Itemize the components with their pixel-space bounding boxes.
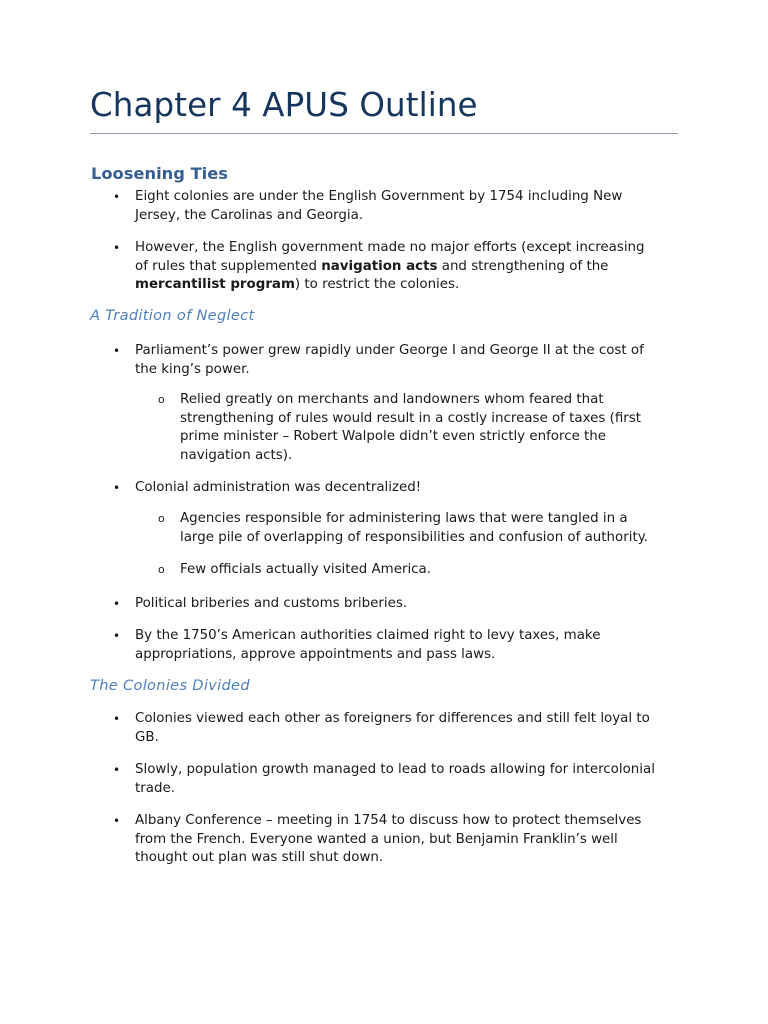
text-line: strengthening of rules would result in a costly increase of taxes (first — [180, 410, 641, 426]
heading-tradition-of-neglect: A Tradition of Neglect — [90, 307, 255, 324]
text-line: thought out plan was still shut down. — [135, 850, 384, 866]
term-mercantilist-program: mercantilist program — [135, 277, 295, 293]
document-title: Chapter 4 APUS Outline — [90, 86, 478, 124]
bullet-circle: o — [158, 563, 165, 576]
list-item — [113, 188, 680, 225]
bullet-disc: • — [113, 814, 121, 828]
sub-list-item — [158, 510, 680, 547]
text-line: Slowly, population growth managed to lead to roads allowing for intercolonial — [135, 762, 655, 777]
bullet-circle: o — [158, 512, 165, 525]
text-line: from the French. Everyone wanted a union, but Benjamin Franklin’s well — [135, 831, 618, 847]
bullet-disc: • — [113, 712, 121, 726]
list-item — [113, 342, 680, 379]
text-line: Jersey, the Carolinas and Georgia. — [135, 207, 364, 223]
text-line: Political briberies and customs briberies. — [135, 596, 408, 611]
text-line: the king’s power. — [135, 361, 250, 377]
text-line: Colonial administration was decentralized! — [135, 480, 422, 495]
text-line: large pile of overlapping of responsibilities and confusion of authority. — [180, 529, 648, 545]
bullet-disc: • — [113, 597, 121, 611]
bullet-disc: • — [113, 344, 121, 358]
list-item — [113, 812, 680, 868]
bullet-disc: • — [113, 481, 121, 495]
text-line: Eight colonies are under the English Government by 1754 including New — [135, 189, 623, 204]
text-run: ) to restrict the colonies. — [294, 277, 460, 293]
text-line: GB. — [135, 729, 159, 745]
list-item — [113, 479, 680, 498]
sub-list-item — [158, 561, 680, 580]
text-line — [135, 276, 680, 295]
sub-list-item — [158, 391, 680, 465]
text-line: Parliament’s power grew rapidly under George I and George II at the cost of — [135, 343, 644, 358]
list-item — [113, 595, 680, 614]
bullet-disc: • — [113, 241, 121, 255]
bullet-disc: • — [113, 629, 121, 643]
text-line: appropriations, approve appointments and pass laws. — [135, 646, 496, 662]
list-item — [113, 627, 680, 664]
heading-loosening-ties: Loosening Ties — [91, 164, 228, 183]
text-line: Agencies responsible for administering laws that were tangled in a — [180, 511, 628, 526]
text-line: However, the English government made no major efforts (except increasing — [135, 240, 645, 255]
list-item — [113, 710, 680, 747]
text-line: Relied greatly on merchants and landowners whom feared that — [180, 392, 604, 407]
list-item — [113, 761, 680, 798]
text-run: and strengthening of the — [437, 258, 609, 274]
text-line: prime minister – Robert Walpole didn’t even strictly enforce the — [180, 429, 607, 445]
title-divider — [90, 133, 678, 134]
bullet-disc: • — [113, 763, 121, 777]
text-line: By the 1750’s American authorities claimed right to levy taxes, make — [135, 628, 601, 643]
text-line: trade. — [135, 780, 175, 796]
term-navigation-acts: navigation acts — [321, 258, 438, 274]
list-item — [113, 239, 680, 295]
text-run: of rules that supplemented — [135, 258, 322, 274]
text-line — [135, 258, 680, 277]
text-line: Colonies viewed each other as foreigners for differences and still felt loyal to — [135, 711, 650, 726]
text-line: Few officials actually visited America. — [180, 562, 432, 577]
bullet-disc: • — [113, 190, 121, 204]
text-line: Albany Conference – meeting in 1754 to discuss how to protect themselves — [135, 813, 642, 828]
heading-colonies-divided: The Colonies Divided — [90, 677, 250, 694]
bullet-circle: o — [158, 393, 165, 406]
text-line: navigation acts). — [180, 447, 293, 463]
